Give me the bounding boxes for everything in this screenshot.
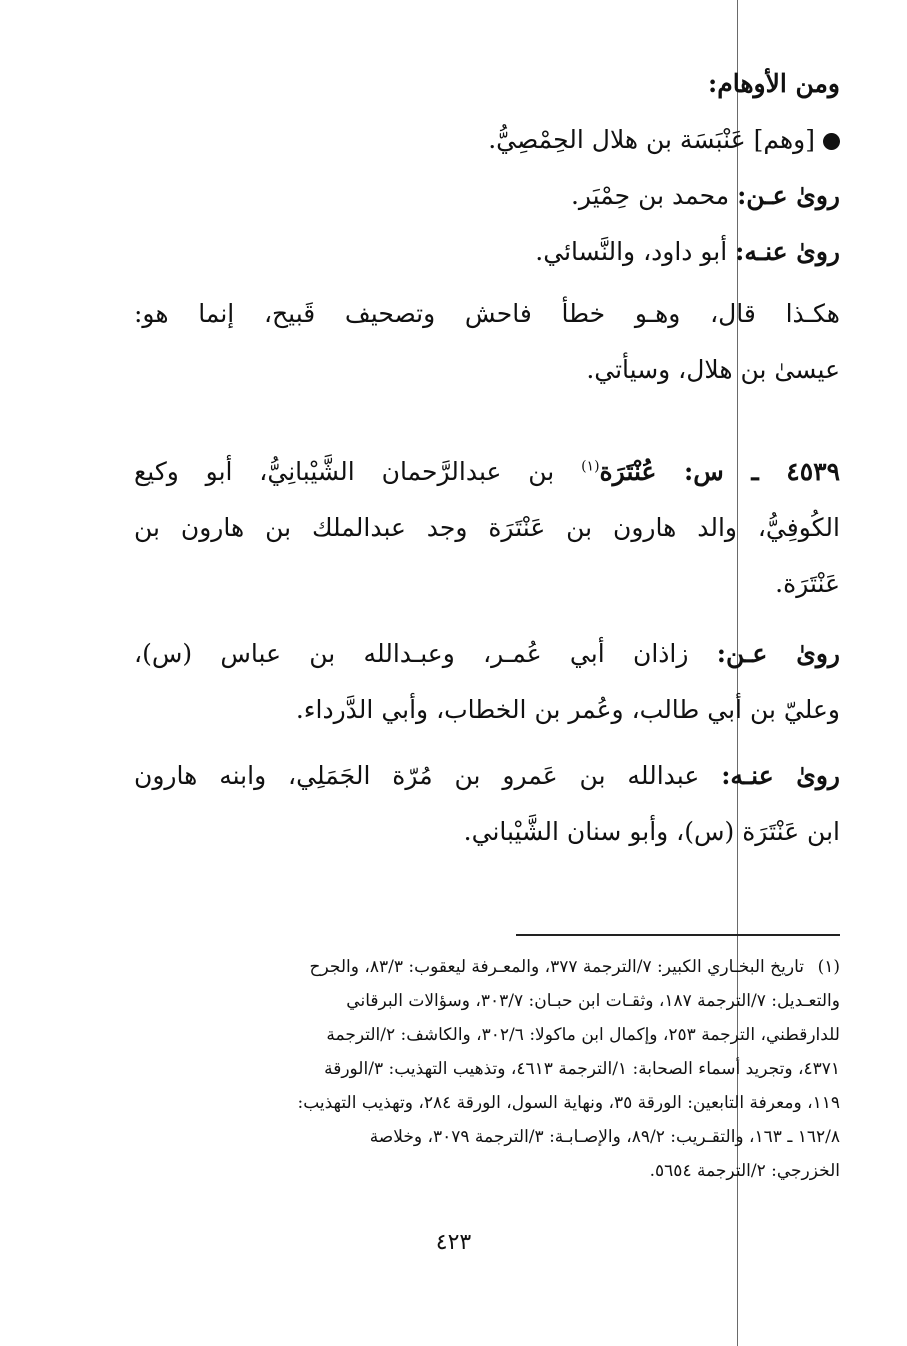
footnote-line: والتعـديل: ٧/الترجمة ١٨٧، وثقـات ابن حبـان: ٣٠٣/٧، وسؤالات البرقاني [346,991,840,1011]
footnote-line: للدارقطني، الترجمة ٢٥٣، وإكمال ابن ماكولا: ٣٠٢/٦، والكاشف: ٢/الترجمة [326,1025,840,1045]
entry-4539-line-2: الكُوفِيُّ، والد هارون بن عَنْتَرَة وجد عبدالملك بن هارون بن [134,513,840,542]
rawa-anhu-text-1: عبدالله بن عَمرو بن مُرّة الجَمَلِي، وابنه هارون [134,761,700,790]
rawa-anhu-text: أبو داود، والنَّسائي. [535,237,728,266]
footnote-line: ٤٣٧١، وتجريد أسماء الصحابة: ١/الترجمة ٤٦١٣، وتذهيب التهذيب: ٣/الورقة [324,1059,840,1079]
footnote-number: (١) [817,957,840,977]
footnote-line: ١١٩، ومعرفة التابعين: الورقة ٣٥، ونهاية السول، الورقة ٢٨٤، وتهذيب التهذيب: [297,1093,840,1113]
entry-wahm [134,56,840,398]
footnote-line: الخزرجي: ٢/الترجمة ٥٦٥٤. [649,1161,840,1181]
entry-4539-rawa-anhu-line-1 [134,748,840,804]
entry-number-and-name: ٤٥٣٩ ـ س: عُنْتَرَة [599,457,840,486]
entry-4539-line-1-rest: بن عبدالرَّحمان الشَّيْبانِيُّ، أبو وكيع [134,457,555,486]
section-heading: ومن الأوهام: [708,69,840,98]
rawa-an-label: روىٰ عـن: [716,639,840,668]
entry-4539-line-1 [134,444,840,500]
rawa-an-text: محمد بن حِمْيَر. [570,181,730,210]
comment-line-1: هكـذا قال، وهـو خطأ فاحش وتصحيف قَبيح، إنما هو: [134,299,840,328]
wahm-entry-line [134,112,840,168]
entry-4539-line-3: عَنْتَرَة. [775,569,840,598]
footnote-reference: (١) [581,458,600,475]
footnote-line [140,950,840,984]
rawa-an-label: روىٰ عـن: [737,181,840,210]
page-number: ٤٢٣ [435,1230,472,1255]
footnote-line: ١٦٢/٨ ـ ١٦٣، والتقـريب: ٨٩/٢، والإصـابـة: ٣/الترجمة ٣٠٧٩، وخلاصة [369,1127,840,1147]
footnote-text: تاريخ البخـاري الكبير: ٧/الترجمة ٣٧٧، والمعـرفة ليعقوب: ٨٣/٣، والجرح [309,957,804,977]
rawa-anhu-line [134,224,840,280]
bullet-icon [823,133,840,150]
footnotes [140,950,840,1188]
entry-4539-rawa-an-line-2: وعليّ بن أبي طالب، وعُمر بن الخطاب، وأبي الدَّرداء. [295,695,840,724]
footnote-separator [516,934,840,936]
rawa-anhu-label: روىٰ عنـه: [735,237,840,266]
entry-4539 [134,444,840,860]
comment-line-2: عيسىٰ بن هلال، وسيأتي. [586,355,840,384]
entry-4539-rawa-an-line-1 [134,626,840,682]
rawa-an-line [134,168,840,224]
rawa-anhu-label: روىٰ عنـه: [721,761,840,790]
wahm-entry-text: [وهم] عَنْبَسَة بن هلال الحِمْصِيُّ. [488,125,815,154]
entry-4539-rawa-anhu-line-2: ابن عَنْتَرَة (س)، وأبو سنان الشَّيْباني. [463,817,840,846]
rawa-an-text-1: زاذان أبي عُمـر، وعبـدالله بن عباس (س)، [134,639,689,668]
